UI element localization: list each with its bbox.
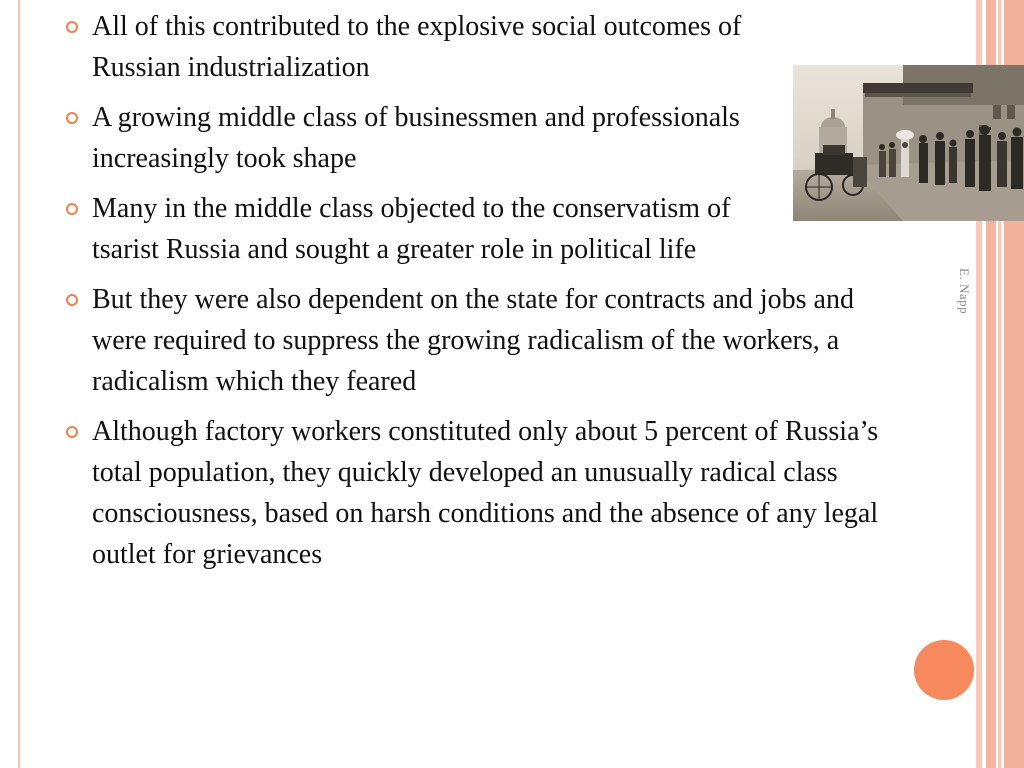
bullet-text: A growing middle class of businessmen and professionals increasingly took shape — [92, 102, 740, 174]
orange-circle-decoration — [914, 640, 974, 700]
bullet-text: Many in the middle class objected to the conservatism of tsarist Russia and sought a greater role in political life — [92, 193, 731, 265]
bullet-text: All of this contributed to the explosive social outcomes of Russian industrialization — [92, 11, 742, 83]
bullet-item — [60, 411, 882, 575]
author-label: E. Napp — [957, 268, 972, 315]
bullet-item — [60, 279, 882, 402]
bullet-item — [60, 188, 792, 270]
bullet-text: But they were also dependent on the state for contracts and jobs and were required to suppress the growing radicalism of the workers, a radicalism which they feared — [92, 284, 854, 397]
bullet-item — [60, 6, 817, 88]
slide-content — [60, 6, 880, 584]
left-border-rule — [18, 0, 20, 768]
bullet-circle-icon — [66, 21, 78, 33]
bullet-item — [60, 97, 792, 179]
bullet-list — [60, 6, 880, 575]
bullet-circle-icon — [66, 426, 78, 438]
bullet-circle-icon — [66, 294, 78, 306]
bullet-circle-icon — [66, 112, 78, 124]
bullet-circle-icon — [66, 203, 78, 215]
bullet-text: Although factory workers constituted only about 5 percent of Russia’s total population, they quickly developed an unusually radical class consciousness, based on harsh conditions and the absence of any legal outlet for grievances — [92, 416, 879, 570]
